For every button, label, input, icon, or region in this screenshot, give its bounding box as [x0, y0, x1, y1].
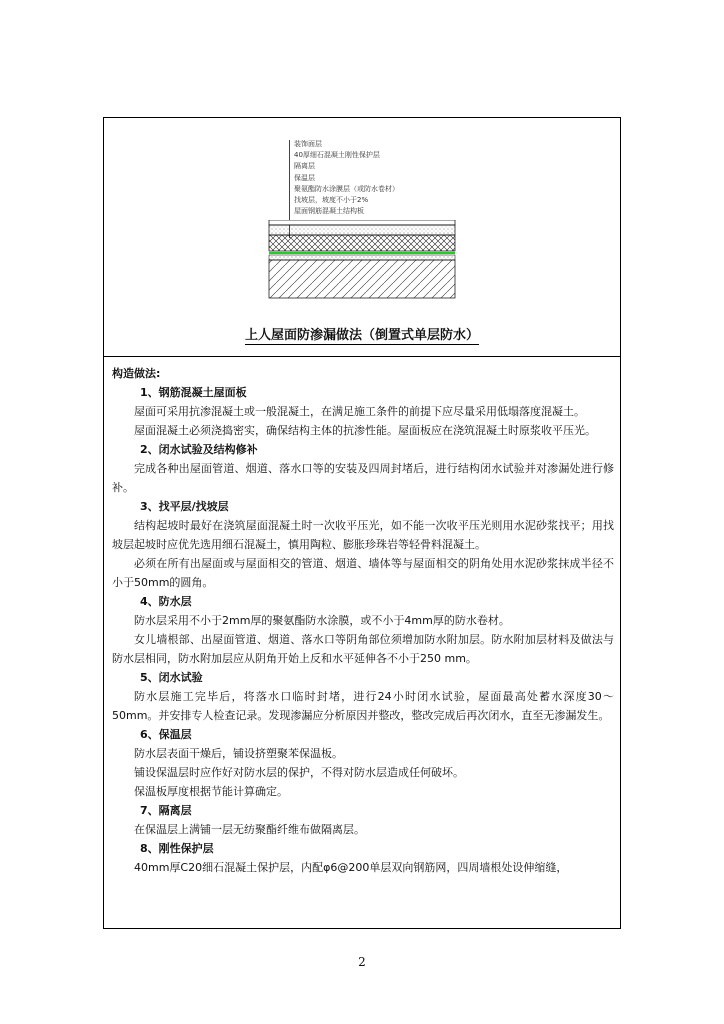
paragraph: 女儿墙根部、出屋面管道、烟道、落水口等阴角部位须增加防水附加层。防水附加层材料及做法与防水层相同，防水附加层应从阴角开始上反和水平延伸各不小于250 mm。 — [112, 633, 614, 665]
paragraph: 在保温层上满铺一层无纺聚酯纤维布做隔离层。 — [134, 823, 365, 836]
section-heading: 构造做法: — [112, 367, 161, 380]
slope-layer — [269, 255, 455, 260]
diagram-legend — [294, 139, 399, 217]
paragraph: 防水层采用不小于2mm厚的聚氨酯防水涂膜，或不小于4mm厚的防水卷材。 — [134, 614, 510, 627]
content-frame — [103, 117, 621, 929]
legend-item: 装饰面层 — [294, 140, 322, 148]
section-title: 5、闭水试验 — [140, 671, 203, 684]
paragraph: 铺设保温层时应作好对防水层的保护，不得对防水层造成任何破坏。 — [134, 766, 464, 779]
paragraph: 完成各种出屋面管道、烟道、落水口等的安装及四周封堵后，进行结构闭水试验并对渗漏处进行修补。 — [112, 462, 614, 494]
divider — [104, 356, 620, 357]
paragraph: 屋面混凝土必须浇捣密实，确保结构主体的抗渗性能。屋面板应在浇筑混凝土时原浆收平压光。 — [134, 424, 596, 437]
paragraph: 防水层施工完毕后，将落水口临时封堵，进行24小时闭水试验，屋面最高处蓄水深度30～50mm。并安排专人检查记录。发现渗漏应分析原因并整改，整改完成后再次闭水，直至无渗漏发生。 — [112, 690, 614, 722]
legend-item: 保温层 — [294, 173, 315, 182]
paragraph: 结构起坡时最好在浇筑屋面混凝土时一次收平压光，如不能一次收平压光则用水泥砂浆找平；用找坡层起坡时应优先选用细石混凝土，慎用陶粒、膨胀珍珠岩等轻骨料混凝土。 — [112, 519, 614, 551]
diagram-caption: 上人屋面防渗漏做法（倒置式单层防水） — [244, 328, 479, 343]
paragraph: 40mm厚C20细石混凝土保护层，内配φ6@200单层双向钢筋网，四周墙根处设伸缩缝， — [134, 861, 568, 874]
legend-item: 聚氨酯防水涂膜层（或防水卷材） — [294, 184, 399, 193]
section-title: 6、保温层 — [140, 728, 192, 741]
paragraph: 防水层表面干燥后，铺设挤塑聚苯保温板。 — [134, 747, 343, 760]
paragraph: 保温板厚度根据节能计算确定。 — [134, 785, 288, 798]
finish-layer — [269, 220, 455, 225]
paragraph: 必须在所有出屋面或与屋面相交的管道、烟道、墙体等与屋面相交的阴角处用水泥砂浆抹成半径不小于50mm的圆角。 — [112, 557, 614, 589]
structural-slab — [269, 260, 455, 298]
insulation-layer — [269, 235, 455, 251]
construction-method — [112, 364, 614, 877]
legend-item: 隔离层 — [294, 162, 315, 171]
legend-item: 40厚细石混凝土刚性保护层 — [294, 151, 380, 160]
page-number: 2 — [358, 955, 366, 969]
section-title: 4、防水层 — [140, 595, 192, 608]
section-title: 2、闭水试验及结构修补 — [140, 443, 258, 456]
protective-layer — [269, 225, 455, 235]
section-title: 8、刚性保护层 — [140, 842, 214, 855]
legend-item: 找坡层，坡度不小于2% — [294, 196, 369, 205]
section-title: 1、钢筋混凝土屋面板 — [140, 386, 247, 399]
section-title: 3、找平层/找坡层 — [140, 500, 229, 513]
legend-item: 屋面钢筋混凝土结构板 — [294, 207, 364, 216]
paragraph: 屋面可采用抗渗混凝土或一般混凝土，在满足施工条件的前提下应尽量采用低塌落度混凝土。 — [134, 405, 585, 418]
roof-section-diagram — [267, 220, 457, 302]
section-title: 7、隔离层 — [140, 804, 192, 817]
